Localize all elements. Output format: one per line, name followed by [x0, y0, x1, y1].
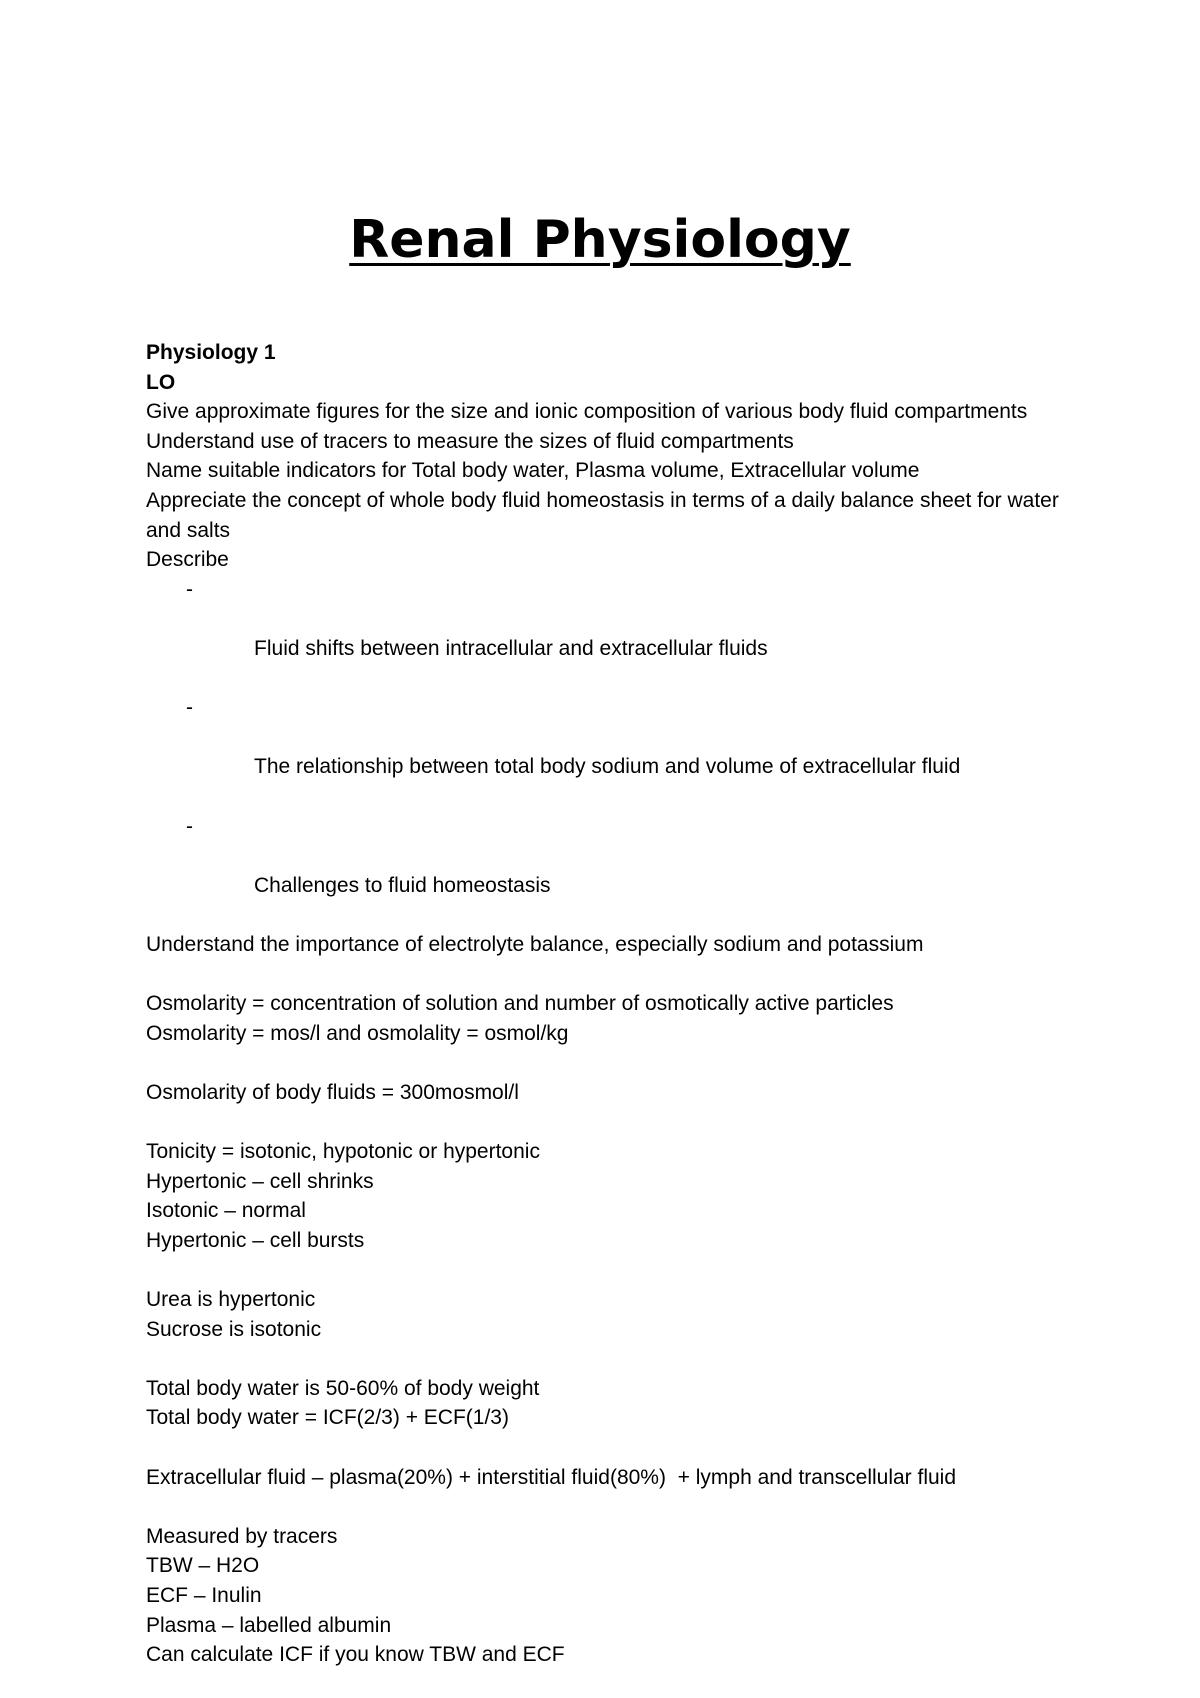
objective-2: Understand use of tracers to measure the sizes of fluid compartments	[146, 429, 794, 453]
spacer	[146, 1107, 1076, 1137]
ecf-line: Extracellular fluid – plasma(20%) + interstitial fluid(80%) + lymph and transcellular fluid	[146, 1465, 957, 1489]
objective-describe: Describe	[146, 548, 229, 572]
spacer	[146, 1433, 1076, 1463]
osmolarity-line-1: Osmolarity = concentration of solution and number of osmotically active particles	[146, 992, 894, 1016]
tracer-line-1: Measured by tracers	[146, 1524, 338, 1548]
tbw-line-1: Total body water is 50-60% of body weight	[146, 1376, 540, 1400]
spacer	[146, 1255, 1076, 1285]
tonicity-line-4: Hypertonic – cell bursts	[146, 1228, 365, 1252]
spacer	[146, 1492, 1076, 1522]
bullet-dash: -	[186, 814, 193, 838]
describe-bullet-2	[146, 693, 1076, 811]
tracer-line-3: ECF – Inulin	[146, 1583, 262, 1607]
objective-1: Give approximate figures for the size and ionic composition of various body fluid compartments	[146, 400, 1028, 424]
tracer-line-5: Can calculate ICF if you know TBW and ECF	[146, 1643, 565, 1667]
spacer	[146, 1048, 1076, 1078]
spacer	[146, 959, 1076, 989]
bullet-text: Fluid shifts between intracellular and extracellular fluids	[254, 636, 768, 660]
describe-bullet-3	[146, 812, 1076, 930]
document-body	[146, 338, 1076, 1670]
tracer-line-4: Plasma – labelled albumin	[146, 1613, 392, 1637]
spacer	[146, 1344, 1076, 1374]
bullet-text: The relationship between total body sodium and volume of extracellular fluid	[254, 755, 961, 779]
tonicity-line-1: Tonicity = isotonic, hypotonic or hypertonic	[146, 1140, 540, 1164]
solute-line-1: Urea is hypertonic	[146, 1288, 316, 1311]
tonicity-line-2: Hypertonic – cell shrinks	[146, 1169, 374, 1193]
bullet-dash: -	[186, 696, 193, 720]
lo-heading: LO	[146, 370, 176, 394]
bullet-dash: -	[186, 577, 193, 601]
objective-3: Name suitable indicators for Total body water, Plasma volume, Extracellular volume	[146, 459, 920, 483]
objective-final: Understand the importance of electrolyte balance, especially sodium and potassium	[146, 932, 924, 956]
bullet-text: Challenges to fluid homeostasis	[254, 873, 551, 897]
objective-4: Appreciate the concept of whole body fluid homeostasis in terms of a daily balance sheet for water and salts	[146, 488, 1065, 542]
tracer-line-2: TBW – H2O	[146, 1554, 260, 1578]
tbw-line-2: Total body water = ICF(2/3) + ECF(1/3)	[146, 1406, 509, 1430]
solute-line-2: Sucrose is isotonic	[146, 1317, 322, 1341]
describe-bullet-1	[146, 575, 1076, 693]
osmolarity-body-fluids: Osmolarity of body fluids = 300mosmol/l	[146, 1080, 519, 1104]
tonicity-line-3: Isotonic – normal	[146, 1199, 306, 1223]
section-heading: Physiology 1	[146, 341, 276, 364]
document-title: Renal Physiology	[349, 210, 851, 270]
osmolarity-line-2: Osmolarity = mos/l and osmolality = osmol/kg	[146, 1021, 569, 1045]
